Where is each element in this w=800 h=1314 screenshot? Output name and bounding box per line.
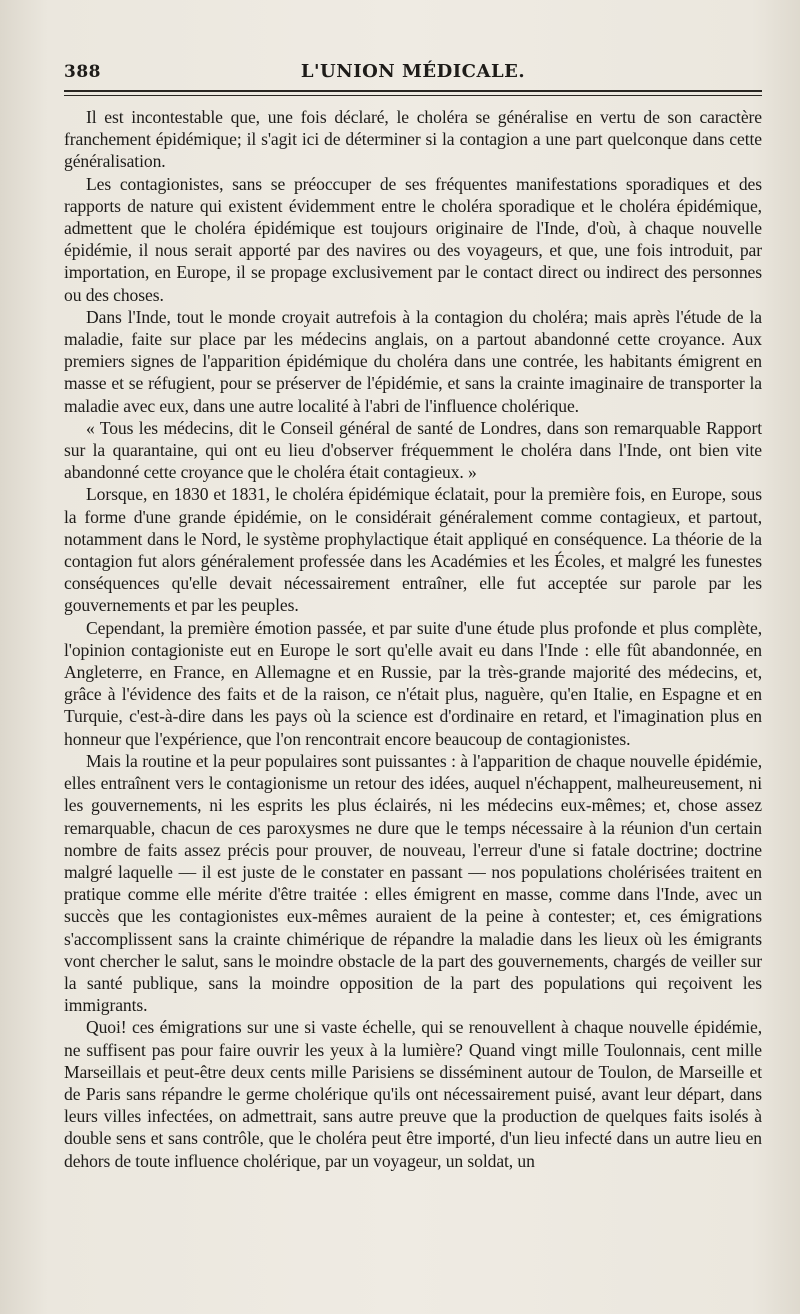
header-rule-thick bbox=[64, 90, 762, 92]
paragraph: « Tous les médecins, dit le Conseil général de santé de Londres, dans son remarquable Rapport sur la quarantaine, qui ont eu lieu d'observer fréquemment le choléra dans l'Inde, ont bien vite abandonné cette croyance que le choléra était contagieux. » bbox=[64, 417, 762, 483]
paragraph: Lorsque, en 1830 et 1831, le choléra épidémique éclatait, pour la première fois, en Europe, sous la forme d'une grande épidémie, on le considérait généralement comme contagieux, et partout, notamment dans le Nord, le système prophylactique était appliqué en conséquence. La théorie de la contagion fut alors généralement professée dans les Académies et les Écoles, et malgré les funestes conséquences qu'elle devait nécessairement entraîner, elle fut acceptée sur parole par les gouvernements et par les peuples. bbox=[64, 484, 762, 616]
paragraph: Les contagionistes, sans se préoccuper de ses fréquentes manifestations sporadiques et des rapports de nature qui existent évidemment entre le choléra sporadique et le choléra épidémique, admettent que le choléra épidémique est toujours originaire de l'Inde, d'où, à chaque nouvelle épidémie, il nous serait apporté par des navires ou des voyageurs, et que, une fois introduit, par importation, en Europe, il se propage exclusivement par le contact direct ou indirect des personnes ou des choses. bbox=[64, 173, 762, 305]
header-rule-thin bbox=[64, 95, 762, 96]
body-text bbox=[64, 106, 762, 1172]
journal-title: L'UNION MÉDICALE. bbox=[300, 61, 526, 82]
paragraph: Il est incontestable que, une fois déclaré, le choléra se généralise en vertu de son caractère franchement épidémique; il s'agit ici de déterminer si la contagion a une part quelconque dans cette généralisation. bbox=[64, 107, 762, 172]
paragraph: Quoi! ces émigrations sur une si vaste échelle, qui se renouvellent à chaque nouvelle épidémie, ne suffisent pas pour faire ouvrir les yeux à la lumière? Quand vingt mille Toulonnais, cent mille Marseillais et peut-être deux cents mille Parisiens se disséminent autour de Toulon, de Marseille et de Paris sans répandre le germe cholérique qu'ils ont nécessairement puisé, avant leur départ, dans leurs villes infectées, on admettrait, sans autre preuve que la production de quelques faits isolés à double sens et sans contrôle, que le choléra peut être importé, d'un lieu infecté dans un autre lieu en dehors de toute influence cholérique, par un voyageur, un soldat, un bbox=[64, 1017, 762, 1171]
paragraph: Dans l'Inde, tout le monde croyait autrefois à la contagion du choléra; mais après l'étude de la maladie, faite sur place par les médecins anglais, on a partout abandonné cette croyance. Aux premiers signes de l'apparition épidémique du choléra dans une contrée, les habitants émigrent en masse et se réfugient, pour se préserver de l'épidémie, et sans la crainte imaginaire de transporter la maladie avec eux, dans une autre localité à l'abri de l'influence cholérique. bbox=[64, 306, 762, 416]
page-number: 388 bbox=[64, 62, 101, 82]
paragraph: Mais la routine et la peur populaires sont puissantes : à l'apparition de chaque nouvelle épidémie, elles entraînent vers le contagionisme un retour des idées, auquel n'échappent, malheureusement, ni les gouvernements, ni les esprits les plus éclairés, ni les médecins eux-mêmes; et, chose assez remarquable, chacun de ces paroxysmes ne dure que le temps nécessaire à la réunion d'un certain nombre de faits assez précis pour prouver, de nouveau, l'erreur d'une si fatale doctrine; doctrine malgré laquelle — il est juste de le constater en passant — nos populations cholérisées traitent en pratique comme elle mérite d'être traitée : elles émigrent en masse, comme dans l'Inde, avec un succès que les contagionistes eux-mêmes auraient de la peine à contester; et, ces émigrations s'accomplissent sans la crainte chimérique de répandre la maladie dans les lieux où les émigrants vont chercher le salut, sans le moindre obstacle de la part des gouvernements, chargés de veiller sur la santé publique, sans la moindre opposition de la part des populations qui reçoivent les immigrants. bbox=[64, 750, 762, 1016]
paragraph: Cependant, la première émotion passée, et par suite d'une étude plus profonde et plus complète, l'opinion contagioniste eut en Europe le sort qu'elle avait eu dans l'Inde : elle fût abandonnée, en Angleterre, en France, en Allemagne et en Russie, par la très-grande majorité des médecins, et, grâce à l'évidence des faits et de la raison, ce n'était plus, naguère, qu'en Italie, en Espagne et en Turquie, c'est-à-dire dans les pays où la science est d'ordinaire en retard, et l'imagination plus en honneur que l'expérience, que l'on rencontrait encore beaucoup de contagionistes. bbox=[64, 617, 762, 749]
running-head bbox=[64, 50, 762, 82]
